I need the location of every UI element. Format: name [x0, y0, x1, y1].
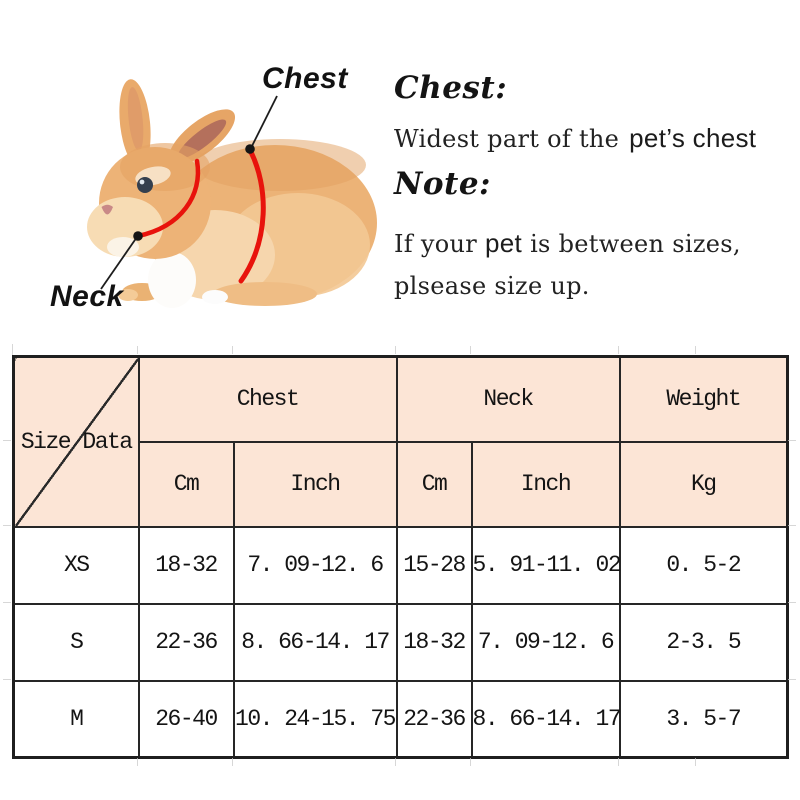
gridline-stub	[137, 346, 138, 354]
chest-description	[394, 123, 756, 154]
gridline-stub	[470, 346, 471, 354]
gridline-stub	[470, 758, 471, 766]
table-corner-cell: Size Data	[14, 357, 139, 527]
gridline-stub	[788, 525, 796, 526]
gridline-stub	[395, 758, 396, 766]
gridline-stub	[3, 679, 11, 680]
chest-description-serif: Widest part of the	[394, 125, 620, 153]
rabbit-white-foot-patch	[202, 290, 228, 304]
header-weight: Weight	[620, 357, 788, 442]
header-chest-cm: Cm	[139, 442, 234, 527]
chest-heading: Chest:	[394, 70, 508, 106]
neck-inch-cell: 8. 66-14. 17	[472, 681, 620, 758]
neck-cm-cell: 15-28	[397, 527, 472, 604]
header-neck: Neck	[397, 357, 620, 442]
gridline-stub	[232, 758, 233, 766]
gridline-stub	[695, 346, 696, 354]
chest-measure-label: Chest	[262, 62, 348, 95]
chest-inch-cell: 7. 09-12. 6	[234, 527, 397, 604]
chest-cm-cell: 18-32	[139, 527, 234, 604]
gridline-stub	[3, 602, 11, 603]
neck-cm-cell: 22-36	[397, 681, 472, 758]
table-row	[14, 604, 788, 681]
table-row	[14, 681, 788, 758]
gridline-stub	[618, 346, 619, 354]
chest-description-sans: pet’s chest	[629, 123, 757, 153]
table-header-group-row	[14, 357, 788, 442]
chest-anchor-dot	[245, 144, 255, 154]
note-line1-sans: pet	[485, 228, 523, 258]
chest-inch-cell: 8. 66-14. 17	[234, 604, 397, 681]
header-chest: Chest	[139, 357, 397, 442]
chest-inch-cell: 10. 24-15. 75	[234, 681, 397, 758]
gridline-stub	[618, 758, 619, 766]
note-line1-serif-b: is between sizes,	[530, 230, 741, 258]
rabbit-eye-icon	[137, 177, 153, 193]
note-line-2: plsease size up.	[394, 272, 590, 300]
gridline-stub	[395, 346, 396, 354]
note-heading: Note:	[394, 166, 491, 202]
size-cell: XS	[14, 527, 139, 604]
note-line1-serif-a: If your	[394, 230, 478, 258]
weight-cell: 0. 5-2	[620, 527, 788, 604]
weight-cell: 2-3. 5	[620, 604, 788, 681]
neck-measure-label: Neck	[50, 280, 124, 313]
neck-inch-cell: 7. 09-12. 6	[472, 604, 620, 681]
header-neck-inch: Inch	[472, 442, 620, 527]
gridline-stub	[232, 346, 233, 354]
gridline-stub	[788, 679, 796, 680]
header-neck-cm: Cm	[397, 442, 472, 527]
gridline-stub	[3, 525, 11, 526]
table-row	[14, 527, 788, 604]
gridline-stub	[695, 758, 696, 766]
size-cell: S	[14, 604, 139, 681]
rabbit-hind-foot	[213, 282, 317, 306]
gridline-stub	[12, 344, 13, 355]
neck-inch-cell: 5. 91-11. 02	[472, 527, 620, 604]
rabbit-chest-patch	[148, 252, 196, 308]
size-chart-table	[12, 355, 789, 759]
size-cell: M	[14, 681, 139, 758]
header-chest-inch: Inch	[234, 442, 397, 527]
gridline-stub	[788, 602, 796, 603]
gridline-stub	[788, 440, 796, 441]
gridline-stub	[137, 758, 138, 766]
note-line-1	[394, 228, 741, 259]
weight-cell: 3. 5-7	[620, 681, 788, 758]
chest-cm-cell: 22-36	[139, 604, 234, 681]
header-weight-kg: Kg	[620, 442, 788, 527]
chest-cm-cell: 26-40	[139, 681, 234, 758]
neck-anchor-dot	[133, 231, 143, 241]
gridline-stub	[3, 440, 11, 441]
neck-cm-cell: 18-32	[397, 604, 472, 681]
